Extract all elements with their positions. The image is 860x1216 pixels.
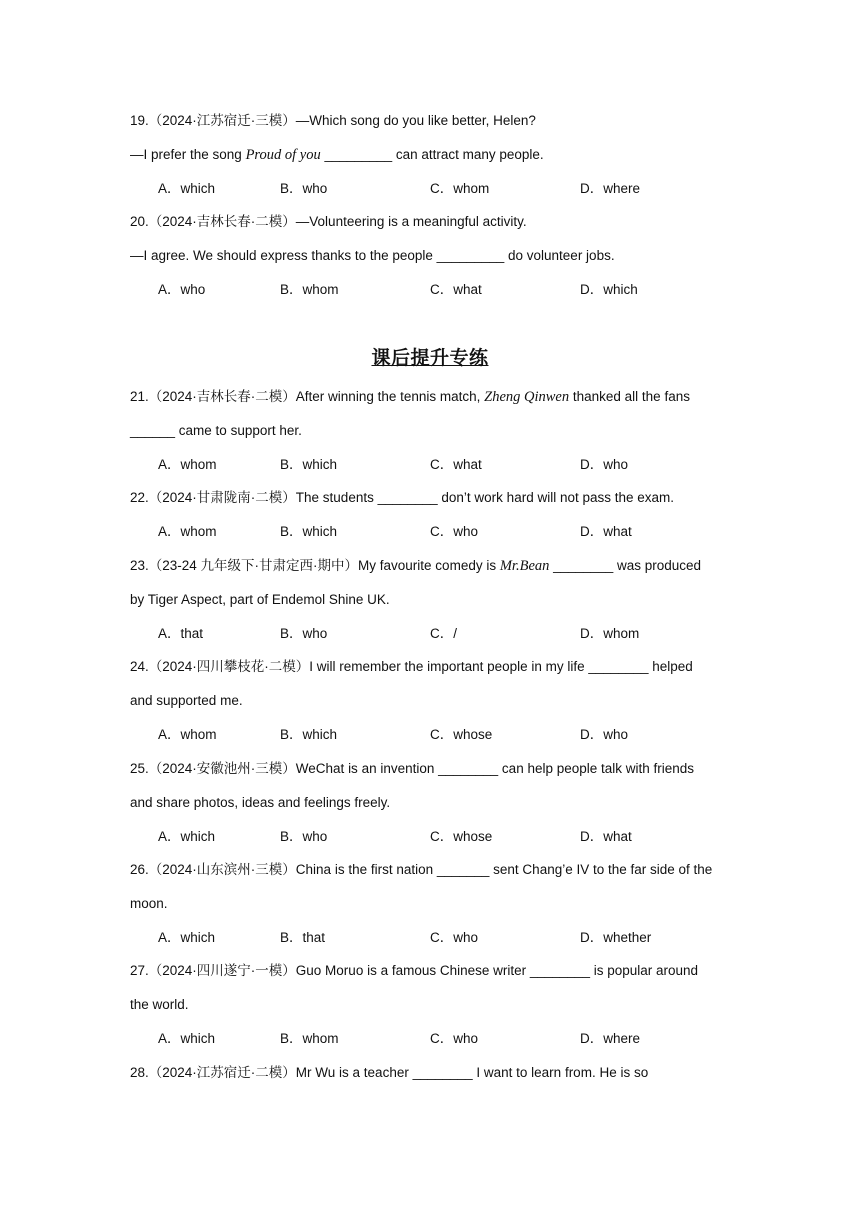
option-c: C．/	[430, 626, 457, 641]
option-b: B．which	[280, 727, 338, 742]
question-28-stem: 28.（2024·江苏宿迁·二模）Mr Wu is a teacher ________ I want to learn from. He is so	[130, 1065, 649, 1080]
option-d: D．whether	[580, 930, 652, 945]
option-b: B．whom	[280, 1031, 339, 1046]
option-a: A．which	[158, 930, 216, 945]
option-d: D．who	[580, 457, 629, 472]
option-b: B．which	[280, 457, 338, 472]
option-b: B．whom	[280, 282, 339, 297]
question-24-stem: 24.（2024·四川攀枝花·二模）I will remember the important people in my life ________ helped	[130, 659, 693, 674]
option-a: A．which	[158, 1031, 216, 1046]
question-26-options	[158, 929, 778, 947]
option-b: B．who	[280, 626, 328, 641]
section-heading: 课后提升专练	[371, 347, 489, 369]
question-25-stem: 25.（2024·安徽池州·三模）WeChat is an invention ________ can help people talk with friends	[130, 761, 695, 776]
option-b: B．which	[280, 524, 338, 539]
question-27-stem: 27.（2024·四川遂宁·一模）Guo Moruo is a famous Chinese writer ________ is popular around	[130, 963, 699, 978]
question-23-stem: 23.（23-24 九年级下·甘肃定西·期中）My favourite comedy is Mr.Bean ________ was produced	[130, 558, 702, 574]
option-d: D．what	[580, 524, 632, 539]
option-c: C．who	[430, 930, 479, 945]
option-b: B．that	[280, 930, 326, 945]
option-b: B．who	[280, 829, 328, 844]
question-22-options	[158, 523, 778, 541]
question-19-stem: 19.（2024·江苏宿迁·三模）—Which song do you like better, Helen?	[130, 113, 536, 128]
question-19-options	[158, 180, 778, 198]
option-d: D．where	[580, 1031, 641, 1046]
option-c: C．whom	[430, 181, 490, 196]
option-c: C．what	[430, 457, 482, 472]
option-a: A．whom	[158, 727, 217, 742]
question-20-stem-line2: —I agree. We should express thanks to the people _________ do volunteer jobs.	[130, 248, 615, 263]
option-c: C．whose	[430, 829, 493, 844]
question-20-stem: 20.（2024·吉林长春·二模）—Volunteering is a meaningful activity.	[130, 214, 527, 229]
option-a: A．that	[158, 626, 204, 641]
option-a: A．which	[158, 181, 216, 196]
option-c: C．what	[430, 282, 482, 297]
option-d: D．whom	[580, 626, 640, 641]
question-22-stem: 22.（2024·甘肃陇南·二模）The students ________ don’t work hard will not pass the exam.	[130, 490, 675, 505]
option-a: A．whom	[158, 524, 217, 539]
option-a: A．who	[158, 282, 206, 297]
option-c: C．whose	[430, 727, 493, 742]
question-21-stem-line2: ______ came to support her.	[130, 423, 302, 438]
question-25-stem-line2: and share photos, ideas and feelings freely.	[130, 795, 391, 810]
option-a: A．whom	[158, 457, 217, 472]
question-21-stem: 21.（2024·吉林长春·二模）After winning the tennis match, Zheng Qinwen thanked all the fans	[130, 389, 690, 405]
question-26-stem: 26.（2024·山东滨州·三模）China is the first nation _______ sent Chang’e IV to the far side of the	[130, 862, 713, 877]
question-23-stem-line2: by Tiger Aspect, part of Endemol Shine UK.	[130, 592, 390, 607]
question-21-options	[158, 456, 778, 474]
option-c: C．who	[430, 1031, 479, 1046]
question-24-stem-line2: and supported me.	[130, 693, 243, 708]
option-d: D．what	[580, 829, 632, 844]
question-20-options	[158, 281, 778, 299]
question-27-options	[158, 1030, 778, 1048]
option-b: B．who	[280, 181, 328, 196]
question-24-options	[158, 726, 778, 744]
option-c: C．who	[430, 524, 479, 539]
question-25-options	[158, 828, 778, 846]
question-27-stem-line2: the world.	[130, 997, 189, 1012]
question-19-stem-line2: —I prefer the song Proud of you _________ can attract many people.	[130, 147, 544, 163]
option-a: A．which	[158, 829, 216, 844]
option-d: D．who	[580, 727, 629, 742]
question-26-stem-line2: moon.	[130, 896, 168, 911]
option-d: D．where	[580, 181, 641, 196]
option-d: D．which	[580, 282, 638, 297]
question-23-options	[158, 625, 778, 643]
